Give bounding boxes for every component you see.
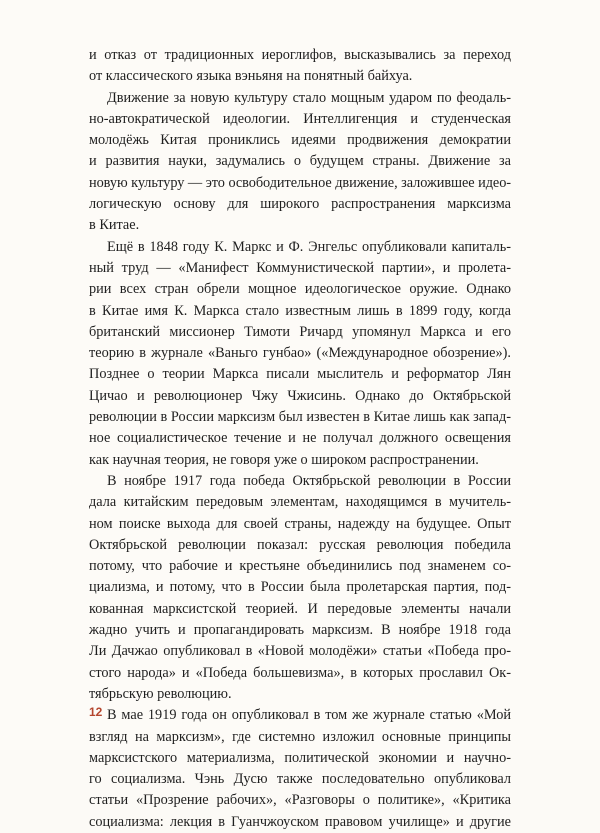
text-line: циализма, и потому, что в России была пролетарская партия, под- (89, 579, 511, 596)
text-line: ное социалистическое течение и не получал должного освещения (89, 430, 511, 447)
text-line: Позднее о теории Маркса писали мыслитель и реформатор Лян (89, 366, 511, 383)
text-line: от классического языка вэньяня на понятный байхуа. (89, 68, 413, 85)
text-line: как научная теория, не говоря уже о широком распространении. (89, 451, 479, 468)
text-line: но-автократической идеологии. Интеллигенция и студенческая (89, 110, 511, 127)
text-line: потому, что рабочие и крестьяне объединились под знаменем со- (89, 558, 511, 575)
text-line: молодёжь Китая прониклись идеями продвижения демократии (89, 132, 511, 149)
text-line: в Китае. (89, 217, 140, 234)
body-text (89, 45, 511, 833)
page-number: 12 (89, 705, 103, 719)
text-line: Ещё в 1848 году К. Маркс и Ф. Энгельс опубликовали капиталь- (107, 238, 511, 255)
text-line: взгляд на марксизм», где системно изложил основные принципы (89, 728, 511, 745)
text-line: В ноябре 1917 года победа Октябрьской революции в России (107, 472, 511, 489)
text-line: жадно учить и пропагандировать марксизм. В ноябре 1918 года (89, 622, 511, 639)
text-line: Движение за новую культуру стало мощным ударом по феодаль- (107, 89, 511, 106)
text-line: и развития науки, задумались о будущем страны. Движение за (89, 153, 511, 170)
text-line: Цичао и революционер Чжу Чжисинь. Однако до Октябрьской (89, 387, 511, 404)
text-line: тябрьскую революцию. (89, 685, 232, 702)
text-line: логическую основу для широкого распространения марксизма (89, 196, 511, 213)
text-line: и отказ от традиционных иероглифов, высказывались за переход (89, 47, 511, 63)
text-line: Октябрьской революции показал: русская революция победила (89, 536, 511, 553)
text-line: рии всех стран обрели мощное идеологическое оружие. Однако (89, 281, 511, 298)
text-line: в Китае имя К. Маркса стало известным лишь в 1899 году, когда (89, 302, 511, 319)
text-line: стого народа» и «Победа большевизма», в которых прославил Ок- (89, 664, 511, 681)
text-line: британский миссионер Тимоти Ричард упомянул Маркса и его (89, 323, 511, 340)
text-line: Ли Дачжао опубликовал в «Новой молодёжи» статьи «Победа про- (89, 643, 511, 660)
text-line: марксистского материализма, политической экономии и научно- (89, 749, 511, 766)
text-line: теорию в журнале «Ваньго гунбао» («Международное обозрение»). (89, 345, 511, 362)
text-line: дала китайским передовым элементам, находящимся в мучитель- (89, 494, 511, 511)
text-line: революции в России марксизм был известен в Китае лишь как запад- (89, 409, 511, 426)
text-line: социализма: лекция в Гуанчжоуском правовом училище» и другие (89, 813, 511, 830)
text-line: новую культуру — это освободительное движение, заложившее идео- (89, 174, 511, 191)
text-line: го социализма. Чэнь Дусю также последовательно опубликовал (89, 771, 511, 788)
text-line: кованная марксистской теорией. И передовые элементы начали (89, 600, 511, 617)
text-line: статьи «Прозрение рабочих», «Разговоры о политике», «Критика (89, 792, 511, 809)
text-line: В мае 1919 года он опубликовал в том же журнале статью «Мой (107, 707, 511, 724)
text-line: ном поиске выхода для своей страны, надежду на будущее. Опыт (89, 515, 511, 532)
text-line: ный труд — «Манифест Коммунистической партии», и пролета- (89, 259, 511, 276)
